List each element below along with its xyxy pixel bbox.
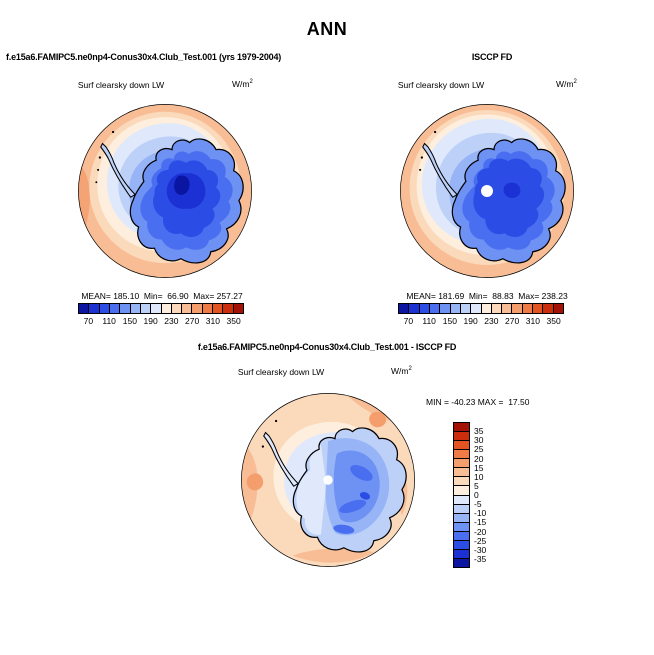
colorbar-tick-label: 0 [474, 490, 479, 500]
obs-stats-line: MEAN= 181.69 Min= 88.83 Max= 238.23 [406, 291, 568, 301]
colorbar-tick-label: 150 [122, 316, 137, 326]
diff-colorbar [453, 422, 470, 568]
obs-panel-title: ISCCP FD [471, 52, 513, 62]
colorbar-tick-label: 190 [143, 316, 158, 326]
model-panel-title: f.e15a6.FAMIPC5.ne0np4-Conus30x4.Club_Test.001 (yrs 1979-2004) [6, 52, 282, 62]
colorbar-tick-label: 310 [525, 316, 540, 326]
colorbar-cell [233, 303, 244, 314]
colorbar-tick-label: 30 [474, 435, 484, 446]
model-stats-line: MEAN= 185.10 Min= 66.90 Max= 257.27 [81, 291, 243, 301]
diff-polar-map [240, 392, 416, 568]
model-map-contours [77, 103, 253, 279]
obs-colorbar-ticks [398, 316, 564, 326]
model-polar-map [77, 103, 253, 279]
diff-field-label: Surf clearsky down LW [237, 367, 325, 377]
diff-missing-data-pole-dot [323, 475, 333, 485]
obs-colorbar [398, 303, 564, 314]
colorbar-tick-label: 310 [205, 316, 220, 326]
colorbar-tick-label: 230 [164, 316, 179, 326]
obs-missing-data-pole-dot [481, 185, 493, 197]
colorbar-tick-label: -25 [474, 535, 487, 546]
colorbar-tick-label: 270 [505, 316, 520, 326]
colorbar-tick-label: -20 [474, 526, 487, 537]
colorbar-tick-label: -15 [474, 517, 487, 528]
colorbar-tick-label: 5 [474, 480, 479, 491]
colorbar-tick-label: 110 [422, 316, 436, 326]
colorbar-tick-label: 15 [474, 462, 484, 473]
diff-units-label: $W/m^2$ [391, 366, 412, 376]
colorbar-tick-label: 150 [442, 316, 457, 326]
model-colorbar-ticks [78, 316, 244, 326]
diff-panel-title: f.e15a6.FAMIPC5.ne0np4-Conus30x4.Club_Test.001 - ISCCP FD [197, 342, 457, 352]
colorbar-cell [553, 303, 564, 314]
colorbar-tick-label: -10 [474, 508, 487, 519]
colorbar-tick-label: 350 [226, 316, 241, 326]
page-title: ANN [306, 19, 348, 39]
colorbar-tick-label: 110 [102, 316, 116, 326]
colorbar-tick-label: 20 [474, 453, 484, 464]
model-colorbar [78, 303, 244, 314]
colorbar-cell [453, 558, 470, 568]
colorbar-tick-label: 35 [474, 426, 484, 437]
diff-minmax-line: MIN = -40.23 MAX = 17.50 [426, 397, 530, 407]
colorbar-tick-label: -5 [474, 499, 482, 510]
colorbar-tick-label: 70 [83, 316, 94, 326]
diff-colorbar-ticks [474, 422, 504, 568]
colorbar-tick-label: 350 [546, 316, 561, 326]
model-field-label: Surf clearsky down LW [77, 80, 165, 90]
colorbar-tick-label: -30 [474, 544, 487, 555]
obs-units-label: $W/m^2$ [556, 79, 577, 89]
obs-field-label: Surf clearsky down LW [397, 80, 485, 90]
colorbar-tick-label: 10 [474, 471, 484, 482]
obs-map-contours [399, 103, 575, 279]
colorbar-tick-label: 270 [185, 316, 200, 326]
colorbar-tick-label: 70 [403, 316, 414, 326]
obs-polar-map [399, 103, 575, 279]
colorbar-tick-label: 190 [463, 316, 478, 326]
model-units-label: $W/m^2$ [232, 79, 253, 89]
diff-map-contours [240, 392, 416, 568]
colorbar-tick-label: 230 [484, 316, 499, 326]
colorbar-tick-label: 25 [474, 444, 484, 455]
colorbar-tick-label: -35 [474, 553, 487, 564]
